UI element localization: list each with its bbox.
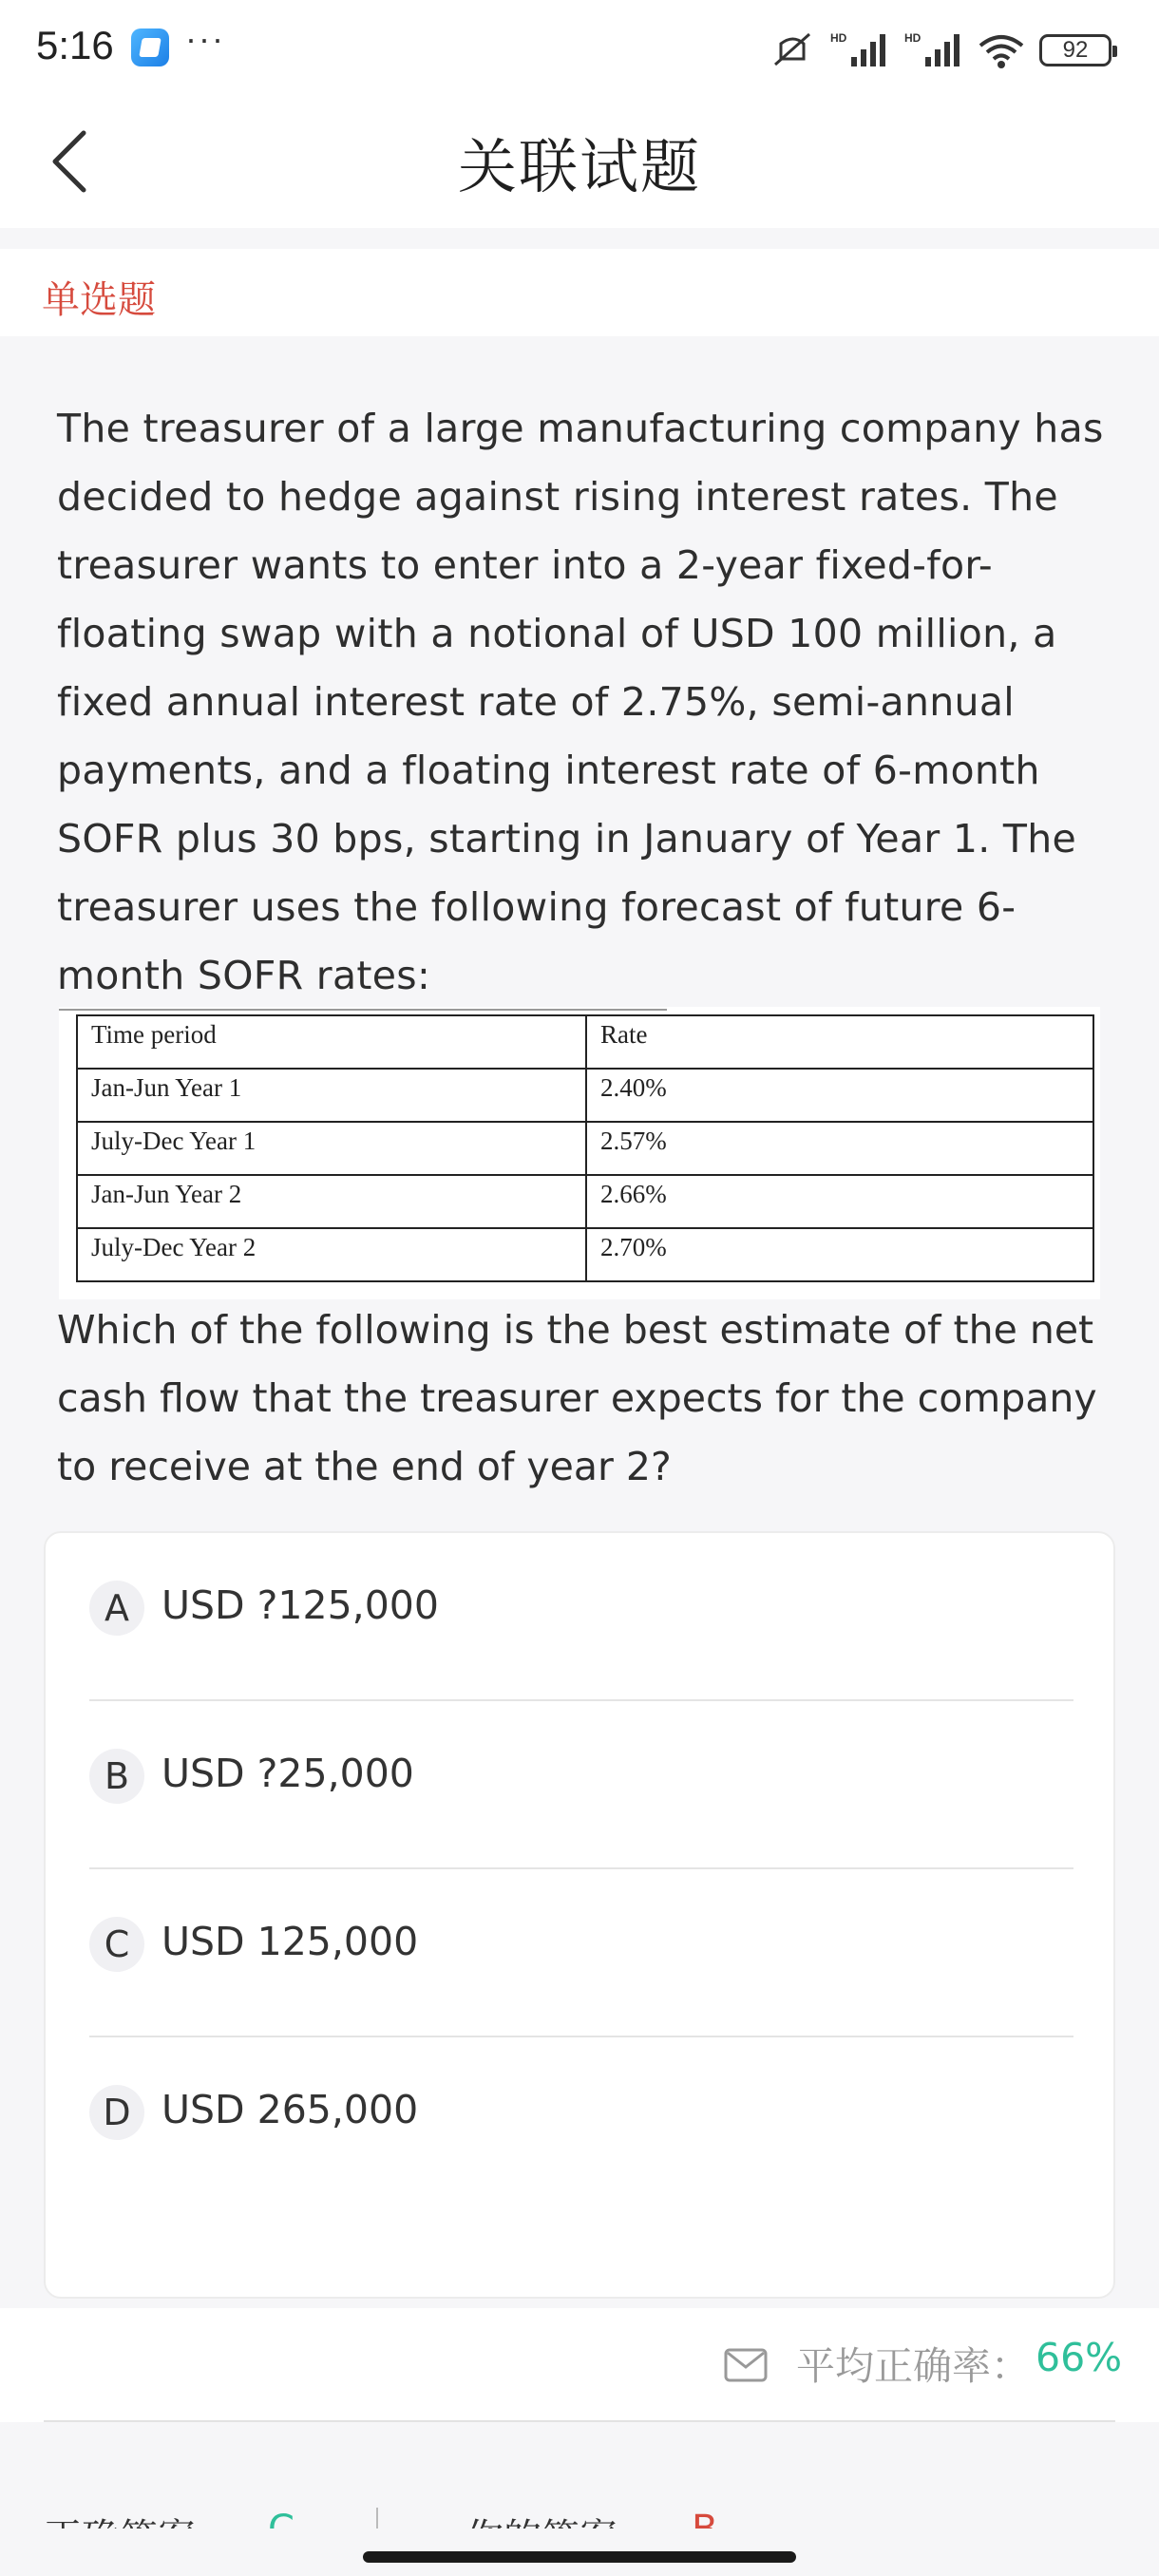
mail-icon[interactable] — [724, 2346, 768, 2384]
option-letter: A — [89, 1581, 144, 1636]
svg-text:HD: HD — [830, 31, 847, 45]
table-cell: July-Dec Year 1 — [77, 1122, 586, 1175]
question-stem: The treasurer of a large manufacturing company has decided to hedge against rising interest rates. The treasurer wants to enter into a 2-year fixed-for-floating swap with a notional of USD 100 million, a fixed annual interest rate of 2.75%, semi-annual payments, and a floating interest rate of 6-month SOFR plus 30 bps, starting in January of Year 1. The treasurer uses the following forecast of future 6-month SOFR rates: — [57, 406, 1104, 998]
status-time: 5:16 — [36, 23, 114, 67]
table-cell: 2.66% — [586, 1175, 1093, 1228]
more-notifications-icon: ··· — [185, 19, 225, 58]
home-indicator[interactable] — [363, 2551, 796, 2563]
option-text: USD ?125,000 — [162, 1582, 439, 1628]
page-title: 关联试题 — [457, 132, 701, 201]
table-row — [77, 1175, 1093, 1228]
table-cell: 2.57% — [586, 1122, 1093, 1175]
option-letter: B — [89, 1749, 144, 1804]
option-d[interactable] — [89, 2037, 1074, 2206]
header — [0, 95, 1159, 228]
status-icons — [771, 27, 1112, 74]
question-type-bar — [0, 249, 1159, 336]
option-text: USD ?25,000 — [162, 1751, 414, 1796]
mute-icon — [771, 30, 815, 70]
signal-hd-2-icon — [902, 30, 963, 70]
table-row — [77, 1228, 1093, 1281]
divider — [44, 2420, 1115, 2422]
table-cell: 2.40% — [586, 1069, 1093, 1122]
option-letter: C — [89, 1917, 144, 1972]
table-row — [77, 1122, 1093, 1175]
battery-icon: 92 — [1039, 34, 1112, 66]
accuracy-value: 66% — [1036, 2335, 1123, 2380]
question-type-label: 单选题 — [42, 278, 156, 322]
status-bar — [0, 0, 1159, 95]
question-prompt: Which of the following is the best estimate of the net cash flow that the treasurer expects for the company to receive at the end of year 2? — [57, 1307, 1097, 1489]
table-divider — [59, 1009, 667, 1011]
table-header-cell: Time period — [77, 1015, 586, 1069]
table-cell: Jan-Jun Year 2 — [77, 1175, 586, 1228]
options-card — [44, 1531, 1115, 2299]
stats-bar — [0, 2308, 1159, 2422]
option-text: USD 125,000 — [162, 1919, 419, 1964]
table-cell: July-Dec Year 2 — [77, 1228, 586, 1281]
table-header-cell: Rate — [586, 1015, 1093, 1069]
rates-table — [76, 1014, 1094, 1282]
accuracy-label: 平均正确率： — [796, 2343, 1030, 2389]
option-letter: D — [89, 2085, 144, 2140]
table-row — [77, 1069, 1093, 1122]
svg-text:HD: HD — [904, 31, 922, 45]
option-b[interactable] — [89, 1701, 1074, 1869]
rates-table-image — [59, 1007, 1100, 1299]
option-c[interactable] — [89, 1869, 1074, 2037]
table-cell: 2.70% — [586, 1228, 1093, 1281]
table-header-row — [77, 1015, 1093, 1069]
wifi-icon — [977, 30, 1026, 70]
option-a[interactable] — [89, 1533, 1074, 1701]
signal-hd-icon — [828, 30, 889, 70]
option-text: USD 265,000 — [162, 2087, 419, 2132]
app-notification-icon — [131, 28, 169, 66]
table-cell: Jan-Jun Year 1 — [77, 1069, 586, 1122]
